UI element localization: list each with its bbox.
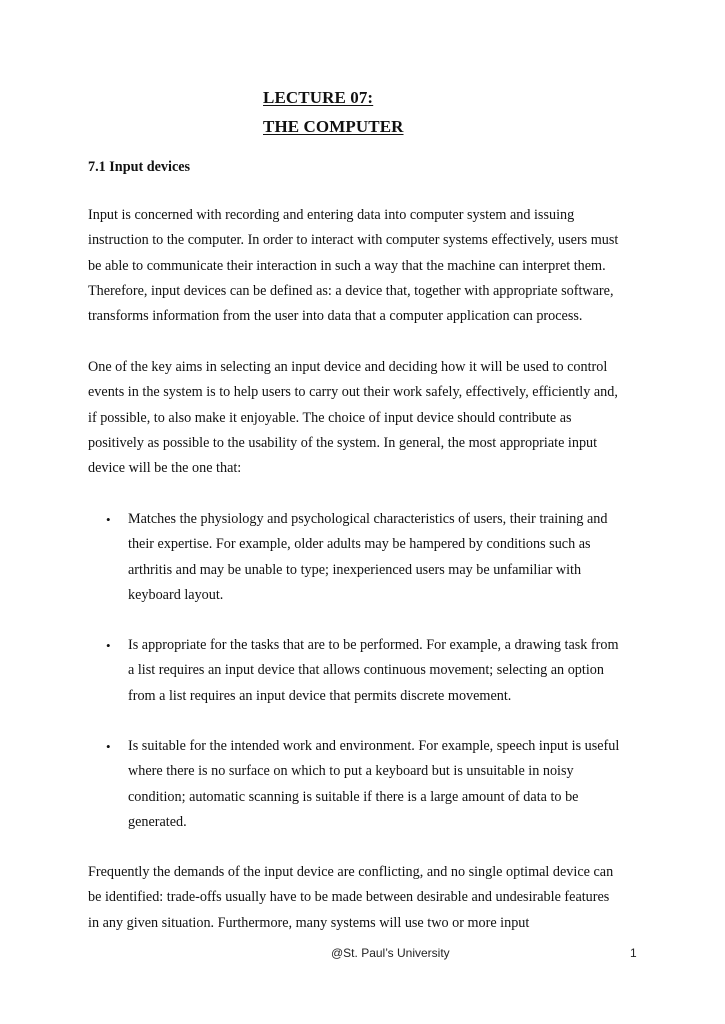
text-line: positively as possible to the usability of the system. In general, the most appropriate input xyxy=(88,434,598,451)
page-number: 1 xyxy=(630,946,637,960)
text-line: in any given situation. Furthermore, many systems will use two or more input xyxy=(88,914,530,931)
lecture-topic-title: THE COMPUTER xyxy=(263,117,404,136)
text-line: Therefore, input devices can be defined as: a device that, together with appropriate software, xyxy=(88,282,614,299)
text-line: condition; automatic scanning is suitable if there is a large amount of data to be xyxy=(128,788,579,805)
lecture-number-title: LECTURE 07: xyxy=(263,88,374,107)
text-line: their expertise. For example, older adults may be hampered by conditions such as xyxy=(128,536,591,553)
bullet-icon: • xyxy=(106,638,111,653)
text-line: Is suitable for the intended work and environment. For example, speech input is useful xyxy=(128,738,620,754)
text-line: Input is concerned with recording and entering data into computer system and issuing xyxy=(88,207,575,223)
text-line: keyboard layout. xyxy=(128,586,224,603)
text-line: where there is no surface on which to put a keyboard but is unsuitable in noisy xyxy=(128,763,574,780)
text-line: Matches the physiology and psychological characteristics of users, their training and xyxy=(128,511,608,527)
text-line: be able to communicate their interaction in such a way that the machine can interpret them. xyxy=(88,257,606,274)
text-line: from a list requires an input device that permits discrete movement. xyxy=(128,687,512,704)
text-line: events in the system is to help users to carry out their work safely, effectively, efficiently and, xyxy=(88,384,618,401)
text-line: arthritis and may be unable to type; inexperienced users may be unfamiliar with xyxy=(128,561,582,578)
text-line: One of the key aims in selecting an input device and deciding how it will be used to control xyxy=(88,359,608,375)
footer-university: @St. Paul’s University xyxy=(331,946,450,960)
text-line: if possible, to also make it enjoyable. The choice of input device should contribute as xyxy=(88,409,572,426)
text-line: transforms information from the user into data that a computer application can process. xyxy=(88,308,583,325)
paragraph-tradeoffs xyxy=(88,860,648,936)
bullet-icon: • xyxy=(106,512,111,527)
text-line: generated. xyxy=(128,813,187,830)
text-line: a list requires an input device that allows continuous movement; selecting an option xyxy=(128,662,604,679)
text-line: Frequently the demands of the input device are conflicting, and no single optimal device can xyxy=(88,864,614,880)
bullet-icon: • xyxy=(106,739,111,754)
paragraph-definition xyxy=(88,203,648,329)
text-line: instruction to the computer. In order to interact with computer systems effectively, users must xyxy=(88,232,619,249)
text-line: be identified: trade-offs usually have to be made between desirable and undesirable features xyxy=(88,889,610,906)
section-heading: 7.1 Input devices xyxy=(88,159,191,175)
paragraph-aims xyxy=(88,355,648,481)
text-line: Is appropriate for the tasks that are to be performed. For example, a drawing task from xyxy=(128,637,619,653)
text-line: device will be the one that: xyxy=(88,460,242,477)
